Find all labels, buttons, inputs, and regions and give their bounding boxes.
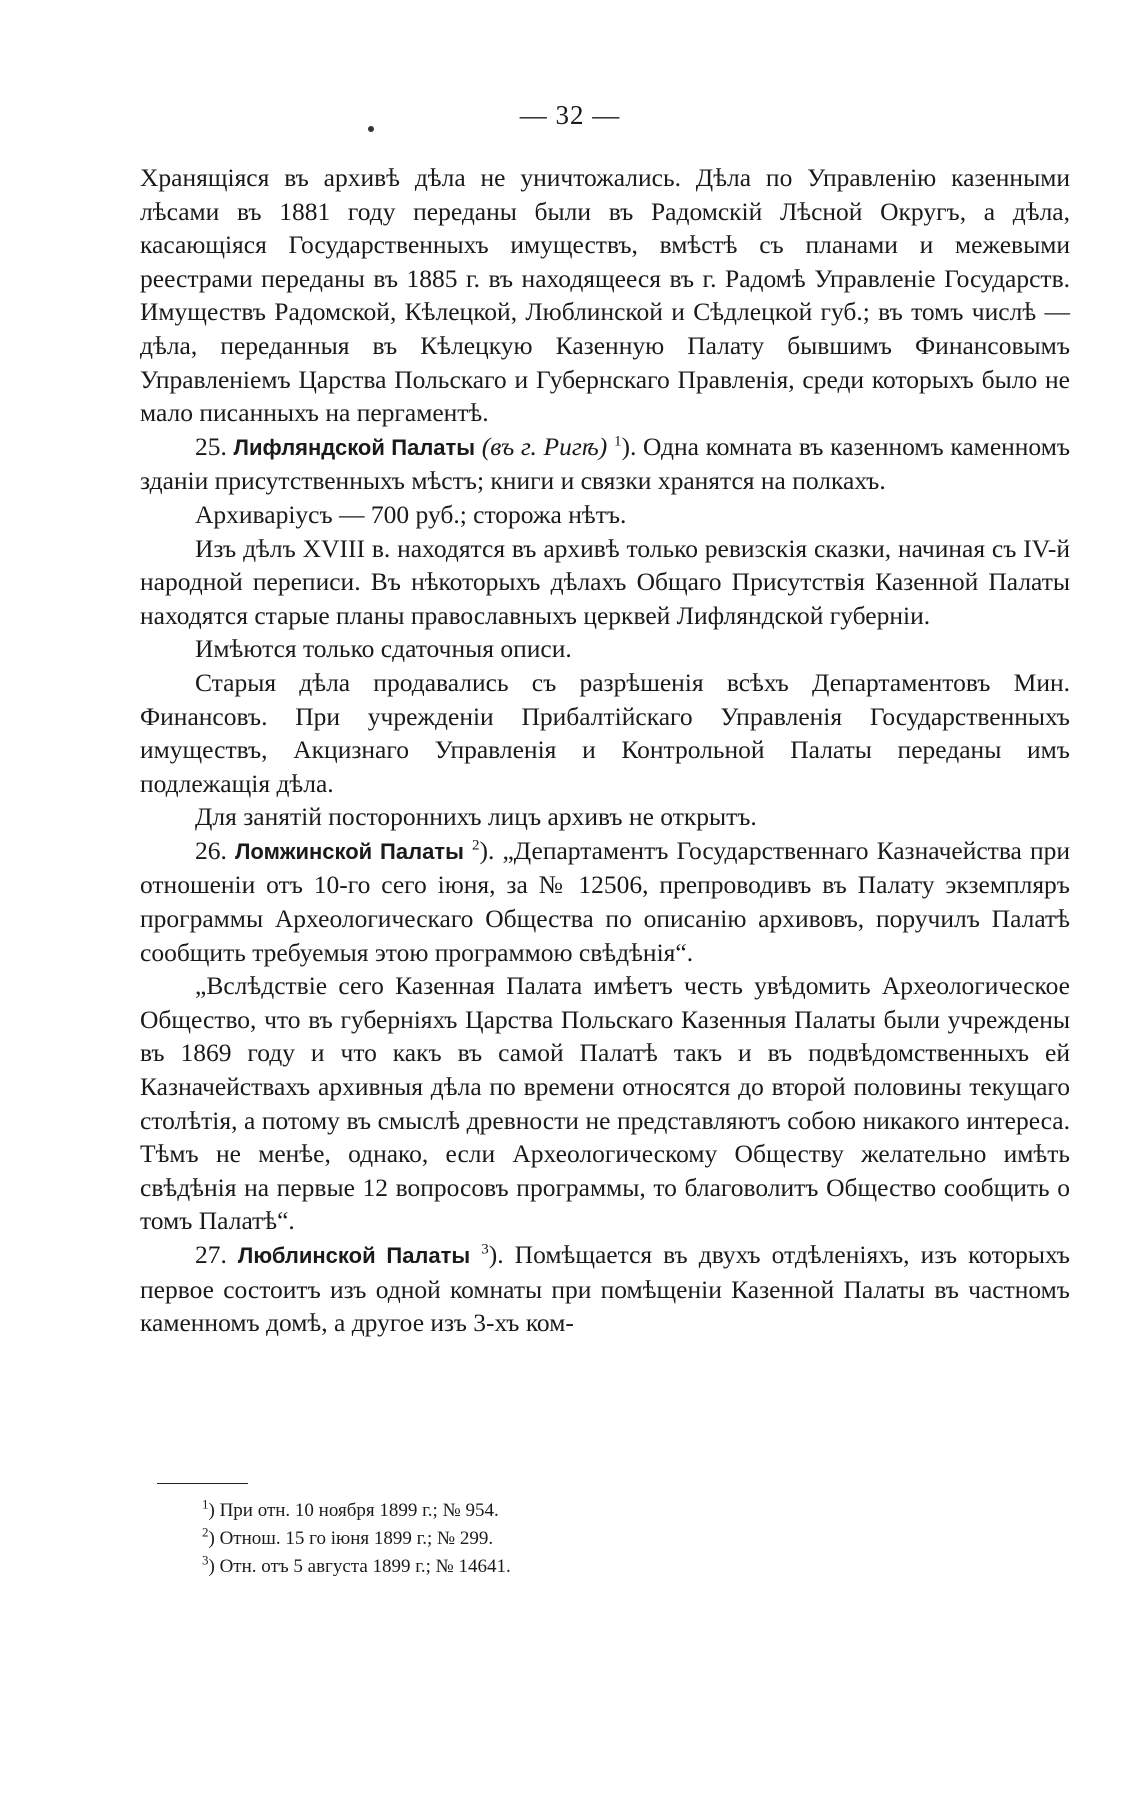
footnote-mark: 3 (202, 1552, 209, 1568)
item-location: (въ г. Ригѣ) (481, 431, 608, 461)
paragraph-1: Хранящіяся въ архивѣ дѣла не уничтожались. Дѣла по Управленію казенными лѣсами въ 1881 году переданы были въ Радомскій Лѣсной Округъ, а дѣла, касающіяся Государственныхъ имуществъ, вмѣстѣ съ планами и межевыми реестрами переданы въ 1885 г. въ находящееся въ г. Радомѣ Управленіе Государств. Имуществъ Радомской, Кѣлецкой, Люблинской и Сѣдлецкой губ.; въ томъ числѣ — дѣла, переданныя въ Кѣлецкую Казенную Палату бывшимъ Финансовымъ Управленіемъ Царства Польскаго и Губернскаго Правленія, среди которыхъ было не мало писанныхъ на пергаментѣ. (140, 163, 1070, 428)
footnote-text: ) Отн. отъ 5 августа 1899 г.; № 14641. (208, 1556, 511, 1577)
item-number: 25. (195, 431, 227, 461)
page-number: — 32 — (519, 100, 621, 130)
paragraph-18th-century: Изъ дѣлъ XVIII в. находятся въ архивѣ только ревизскія сказки, начиная съ IV-й народной переписи. Въ нѣкоторыхъ дѣлахъ Общаго Присутствія Казенной Палаты находятся старые планы православныхъ церквей Лифляндской губерніи. (140, 533, 1070, 630)
paragraph-25: 25. Лифляндской Палаты (въ г. Ригѣ) $^1$). Одна комната въ казенномъ каменномъ зданіи присутственныхъ мѣстъ; книги и связки хранятся на полкахъ. (140, 431, 1071, 496)
item-number: 26. (195, 835, 227, 865)
paragraph-access: Для занятій постороннихъ лицъ архивъ не открытъ. (195, 802, 757, 832)
stray-dot (368, 126, 374, 132)
footnotes (202, 1497, 1002, 1581)
footnote-2 (202, 1525, 1002, 1553)
paragraph-27 (140, 1238, 1070, 1340)
footnote-text: ) Отнош. 15 го іюня 1899 г.; № 299. (208, 1528, 494, 1549)
paragraph-25-text: . Одна комната въ казенномъ каменномъ зданіи присутственныхъ мѣстъ; книги и связки хранятся на полкахъ. (140, 431, 1071, 496)
body-text (140, 161, 1070, 1340)
paragraph-archivist: Архиваріусъ — 700 руб.; сторожа нѣтъ. (195, 499, 627, 529)
item-number: 27. (195, 1240, 227, 1269)
item-heading-livland: Лифляндской Палаты (233, 434, 476, 460)
footnote-mark: 1 (202, 1496, 209, 1512)
paragraph-consequence: „Вслѣдствіе сего Казенная Палата имѣетъ честь увѣдомить Археологическое Общество, что въ губерніяхъ Царства Польскаго Казенныя Палаты были учреждены въ 1869 году и что какъ въ самой Палатѣ такъ и въ подвѣдомственныхъ ей Казначействахъ архивныя дѣла по времени относятся до второй половины текущаго столѣтія, а потому въ смыслѣ древности не представляютъ собою никакого интереса. Тѣмъ не менѣе, однако, если Археологическому Обществу желательно имѣть свѣдѣнія на первые 12 вопросовъ программы, то благоволитъ Общество сообщить о томъ Палатѣ“. (140, 971, 1070, 1236)
paragraph-inventories: Имѣются только сдаточныя описи. (195, 634, 572, 664)
footnote-ref-3: 3 (481, 1241, 489, 1258)
paragraph-27-text: ). Помѣщается въ двухъ отдѣленіяхъ, изъ которыхъ первое состоитъ изъ одной комнаты при помѣщеніи Казенной Палаты въ частномъ каменномъ домѣ, а другое изъ 3-хъ ком- (140, 1240, 1070, 1338)
footnote-ref-1: 1 (613, 433, 622, 450)
paragraph-26-text: ). „Департаментъ Государственнаго Казначейства при отношеніи отъ 10-го сего іюня, за № 12506, препроводивъ въ Палату экземпляръ программы Археологическаго Общества по описанію архивовъ, поручилъ Палатѣ сообщить требуемыя этою программою свѣдѣнія“. (140, 835, 1071, 967)
footnote-mark: 2 (202, 1524, 209, 1540)
footnote-rule (157, 1483, 248, 1484)
paragraph-26 (140, 834, 1070, 969)
item-heading-lomzha: Ломжинской Палаты (235, 838, 464, 864)
footnote-text: ) При отн. 10 ноября 1899 г.; № 954. (208, 1500, 499, 1521)
footnote-3 (202, 1553, 1002, 1581)
item-heading-lublin: Люблинской Палаты (237, 1243, 471, 1268)
footnote-1 (202, 1497, 1002, 1525)
paragraph-sales: Старыя дѣла продавались съ разрѣшенія всѣхъ Департаментовъ Мин. Финансовъ. При учрежденіи Прибалтійскаго Управленія Государственныхъ имуществъ, Акцизнаго Управленія и Контрольной Палаты переданы имъ подлежащія дѣла. (140, 667, 1070, 798)
footnote-ref-2: 2 (472, 837, 480, 854)
